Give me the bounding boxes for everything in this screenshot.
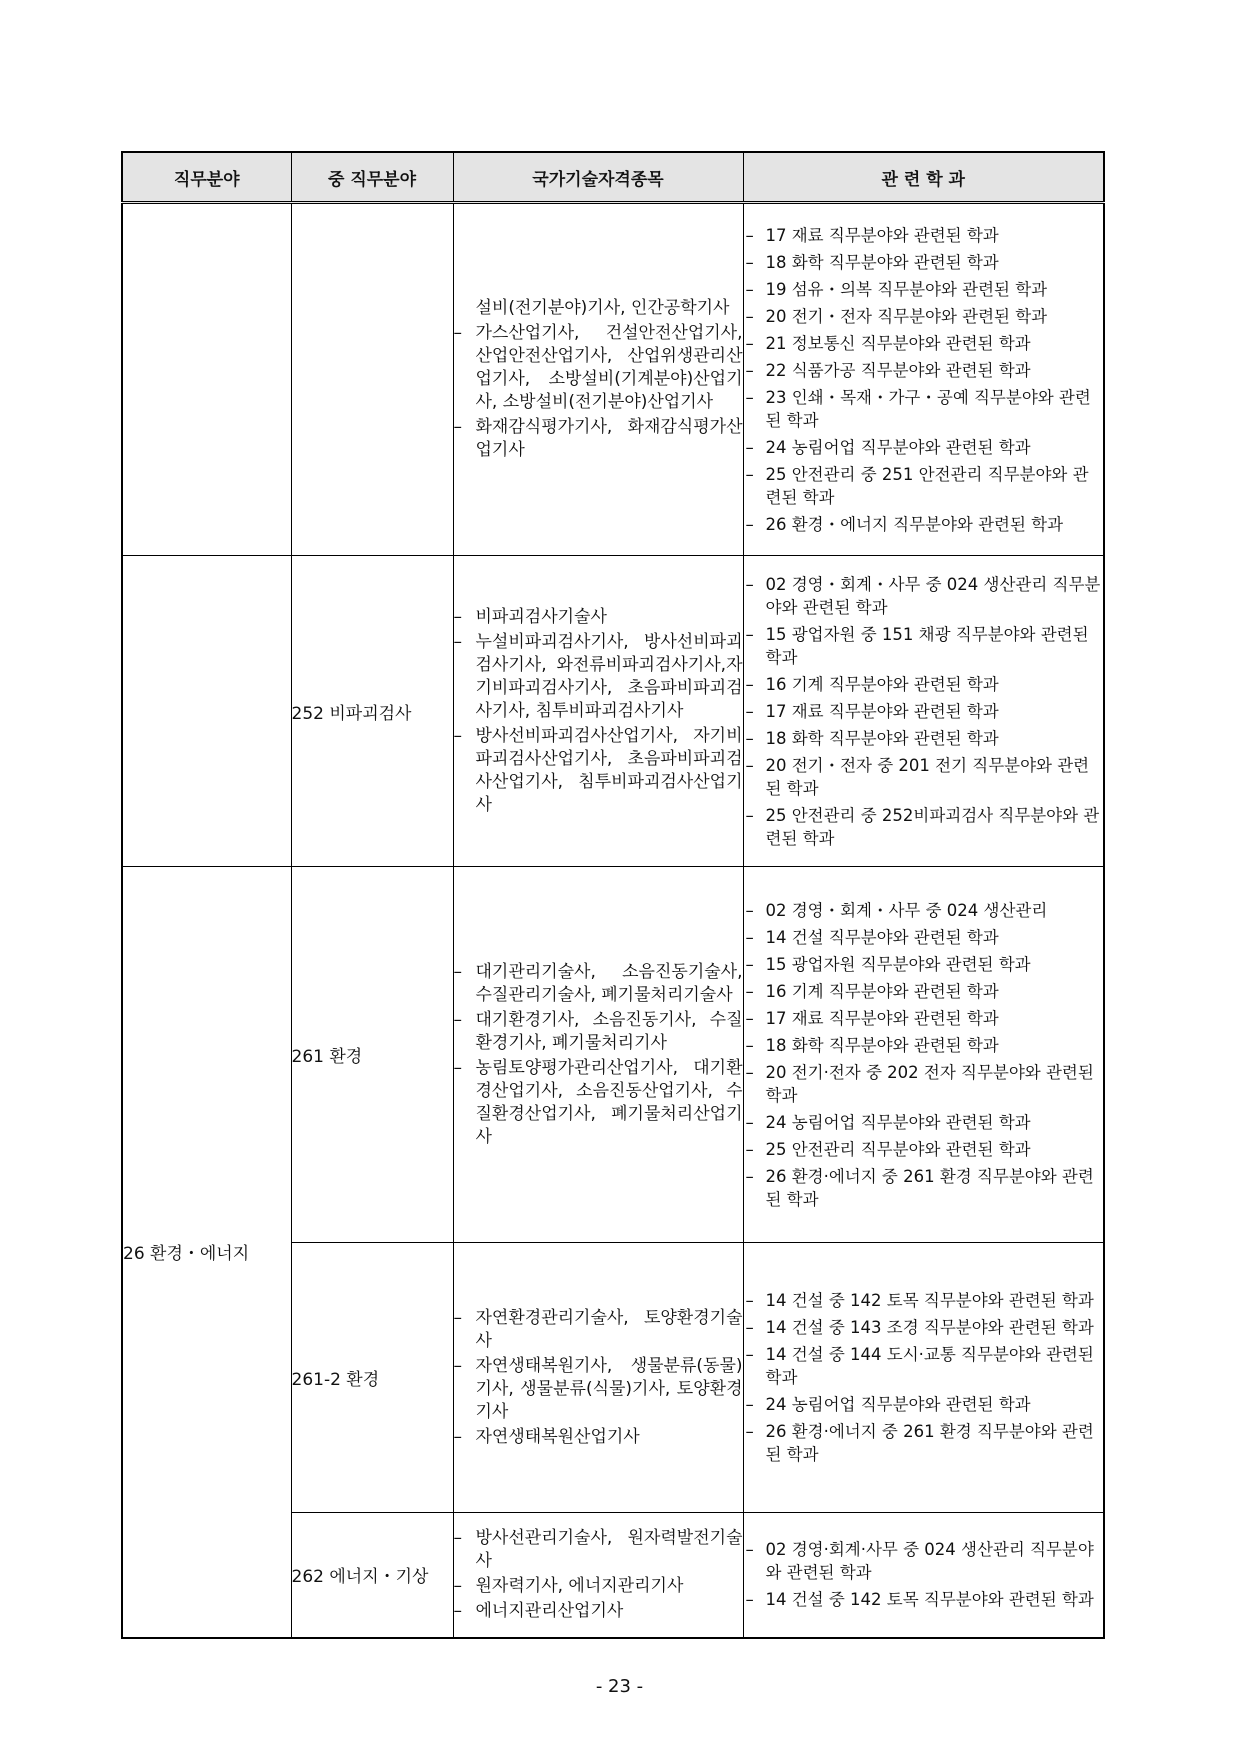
qualification-item: – 대기관리기술사, 소음진동기술사, 수질관리기술사, 폐기물처리기술사 (454, 961, 743, 1007)
departments-cell (743, 203, 1104, 556)
field-cell-empty (122, 203, 291, 556)
departments-cell (743, 867, 1104, 1243)
qualifications-cell (453, 203, 743, 556)
qualification-item: – 자연환경관리기술사, 토양환경기술사 (454, 1307, 743, 1353)
department-item: – 26 환경・에너지 직무분야와 관련된 학과 (744, 513, 1104, 536)
sub-field-cell: 261-2 환경 (291, 1243, 453, 1513)
qualification-item: – 원자력기사, 에너지관리기사 (454, 1575, 743, 1598)
department-item: – 17 재료 직무분야와 관련된 학과 (744, 700, 1104, 723)
department-item: – 14 건설 직무분야와 관련된 학과 (744, 926, 1104, 949)
department-item: – 24 농림어업 직무분야와 관련된 학과 (744, 436, 1104, 459)
department-item: – 20 전기・전자 직무분야와 관련된 학과 (744, 305, 1104, 328)
department-item: – 14 건설 중 144 도시·교통 직무분야와 관련된 학과 (744, 1343, 1104, 1389)
table-row (122, 867, 1104, 1243)
departments-cell (743, 1243, 1104, 1513)
qualifications-cell (453, 1243, 743, 1513)
departments-cell (743, 556, 1104, 867)
qualification-item: 설비(전기분야)기사, 인간공학기사 (475, 298, 730, 318)
department-item: – 26 환경·에너지 중 261 환경 직무분야와 관련된 학과 (744, 1420, 1104, 1466)
department-item: – 02 경영·회계·사무 중 024 생산관리 직무분야와 관련된 학과 (744, 1538, 1104, 1584)
page-number: - 23 - (595, 1676, 644, 1697)
qualifications-cell (453, 867, 743, 1243)
department-item: – 02 경영・회계・사무 중 024 생산관리 직무분야와 관련된 학과 (744, 573, 1104, 619)
qualification-table (121, 151, 1105, 1639)
department-item: – 25 안전관리 직무분야와 관련된 학과 (744, 1138, 1104, 1161)
qualification-item: – 화재감식평가기사, 화재감식평가산업기사 (454, 416, 743, 462)
qualification-item: – 자연생태복원기사, 생물분류(동물)기사, 생물분류(식물)기사, 토양환경기사 (454, 1355, 743, 1424)
department-item: – 24 농림어업 직무분야와 관련된 학과 (744, 1393, 1104, 1416)
sub-field-cell: 262 에너지・기상 (291, 1513, 453, 1638)
department-item: – 21 정보통신 직무분야와 관련된 학과 (744, 332, 1104, 355)
department-item: – 14 건설 중 142 토목 직무분야와 관련된 학과 (744, 1588, 1104, 1611)
department-item: – 16 기계 직무분야와 관련된 학과 (744, 673, 1104, 696)
department-item: – 17 재료 직무분야와 관련된 학과 (744, 224, 1104, 247)
qualification-item: – 자연생태복원산업기사 (454, 1426, 743, 1449)
qualifications-cell (453, 556, 743, 867)
department-item: – 19 섬유・의복 직무분야와 관련된 학과 (744, 278, 1104, 301)
department-item: – 25 안전관리 중 251 안전관리 직무분야와 관련된 학과 (744, 463, 1104, 509)
table-row (122, 203, 1104, 556)
qualification-item: – 가스산업기사, 건설안전산업기사, 산업안전산업기사, 산업위생관리산업기사, 소방설비(기계분야)산업기사, 소방설비(전기분야)산업기사 (454, 322, 743, 414)
header-row (122, 152, 1104, 203)
sub-field-cell-empty (291, 203, 453, 556)
department-item: – 20 전기·전자 중 202 전자 직무분야와 관련된 학과 (744, 1061, 1104, 1107)
department-item: – 14 건설 중 143 조경 직무분야와 관련된 학과 (744, 1316, 1104, 1339)
sub-field-cell: 252 비파괴검사 (291, 556, 453, 867)
department-item: – 16 기계 직무분야와 관련된 학과 (744, 980, 1104, 1003)
department-item: – 24 농림어업 직무분야와 관련된 학과 (744, 1111, 1104, 1134)
qualification-item: – 에너지관리산업기사 (454, 1600, 743, 1623)
header-sub-field: 중 직무분야 (291, 152, 453, 203)
qualification-item: – 방사선비파괴검사산업기사, 자기비파괴검사산업기사, 초음파비파괴검사산업기사, 침투비파괴검사산업기사 (454, 725, 743, 817)
department-item: – 18 화학 직무분야와 관련된 학과 (744, 727, 1104, 750)
field-cell-empty (122, 556, 291, 867)
table-row (122, 556, 1104, 867)
department-item: – 20 전기・전자 중 201 전기 직무분야와 관련된 학과 (744, 754, 1104, 800)
department-item: – 26 환경·에너지 중 261 환경 직무분야와 관련된 학과 (744, 1165, 1104, 1211)
header-field: 직무분야 (122, 152, 291, 203)
department-item: – 23 인쇄・목재・가구・공예 직무분야와 관련된 학과 (744, 386, 1104, 432)
department-item: – 02 경영・회계・사무 중 024 생산관리 (744, 899, 1104, 922)
department-item: – 18 화학 직무분야와 관련된 학과 (744, 1034, 1104, 1057)
department-item: – 18 화학 직무분야와 관련된 학과 (744, 251, 1104, 274)
department-item: – 15 광업자원 중 151 채광 직무분야와 관련된 학과 (744, 623, 1104, 669)
header-departments: 관 련 학 과 (743, 152, 1104, 203)
sub-field-cell: 261 환경 (291, 867, 453, 1243)
qualification-item: – 대기환경기사, 소음진동기사, 수질환경기사, 폐기물처리기사 (454, 1009, 743, 1055)
field-cell: 26 환경・에너지 (122, 867, 291, 1638)
department-item: – 22 식품가공 직무분야와 관련된 학과 (744, 359, 1104, 382)
qualification-item: – 농림토양평가관리산업기사, 대기환경산업기사, 소음진동산업기사, 수질환경산업기사, 폐기물처리산업기사 (454, 1057, 743, 1149)
qualification-item: – 누설비파괴검사기사, 방사선비파괴검사기사, 와전류비파괴검사기사,자기비파괴검사기사, 초음파비파괴검사기사, 침투비파괴검사기사 (454, 631, 743, 723)
header-qualifications: 국가기술자격종목 (453, 152, 743, 203)
qualifications-cell (453, 1513, 743, 1638)
department-item: – 15 광업자원 직무분야와 관련된 학과 (744, 953, 1104, 976)
department-item: – 25 안전관리 중 252비파괴검사 직무분야와 관련된 학과 (744, 804, 1104, 850)
departments-cell (743, 1513, 1104, 1638)
department-item: – 17 재료 직무분야와 관련된 학과 (744, 1007, 1104, 1030)
department-item: – 14 건설 중 142 토목 직무분야와 관련된 학과 (744, 1289, 1104, 1312)
qualification-item: – 비파괴검사기술사 (454, 606, 743, 629)
qualification-item: – 방사선관리기술사, 원자력발전기술사 (454, 1527, 743, 1573)
